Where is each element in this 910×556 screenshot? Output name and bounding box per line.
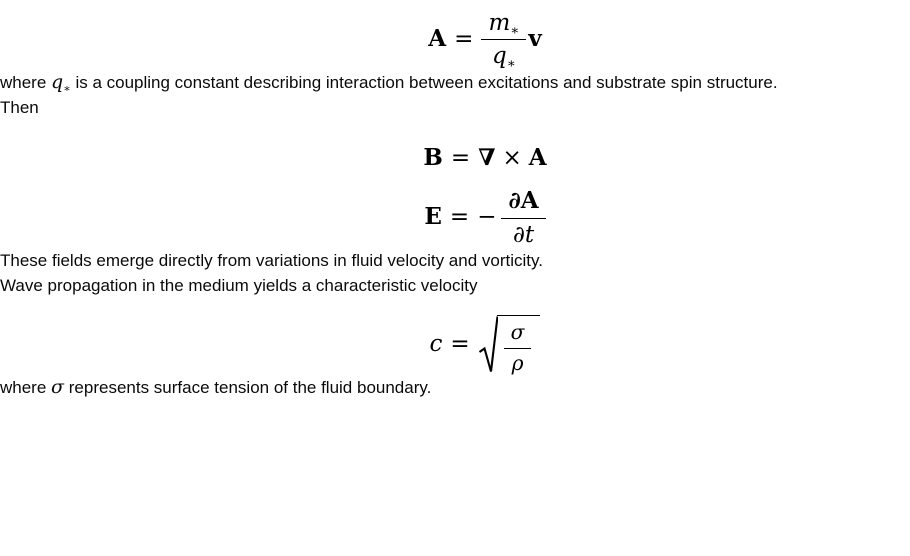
rho-symbol: ρ [511, 350, 524, 375]
vector-potential-symbol: A [520, 187, 539, 215]
equation-curl [0, 144, 910, 173]
partial-symbol: ∂ [512, 221, 525, 248]
paragraph-wave: Wave propagation in the medium yields a characteristic velocity [0, 276, 478, 296]
subscript-asterisk: ∗ [63, 81, 71, 95]
mass-charge-fraction [481, 10, 526, 73]
equation-vector-potential [0, 0, 910, 73]
paragraph-coupling-constant [0, 70, 910, 95]
nabla-operator: ∇ [478, 143, 496, 171]
eq-c-lhs: c [429, 331, 443, 358]
sigma-symbol: σ [510, 320, 525, 345]
equals-sign: = [450, 331, 470, 358]
vector-potential-symbol: A [528, 143, 547, 171]
square-root [478, 315, 541, 375]
inline-math-sigma: σ [51, 376, 65, 399]
equation-wave-speed [0, 315, 910, 375]
velocity-vector: v [528, 24, 542, 52]
eq-b-lhs: B [423, 143, 443, 171]
equals-sign: = [449, 204, 470, 231]
equals-sign: = [454, 25, 474, 52]
equals-sign: = [450, 144, 471, 171]
paragraph-then: Then [0, 97, 39, 117]
equation-induction [0, 188, 910, 248]
fraction-numerator [504, 321, 532, 348]
paragraph-fields: These fields emerge directly from variations in fluid velocity and vorticity. [0, 251, 543, 271]
text-run: where [0, 378, 47, 398]
text-run: represents surface tension of the fluid boundary. [68, 378, 432, 398]
fraction-denominator [481, 40, 526, 73]
inline-math-q-star [51, 71, 71, 93]
fraction-denominator [504, 349, 532, 375]
fraction-numerator [501, 188, 545, 218]
cross-product-sign: × [502, 144, 522, 171]
radicand [497, 315, 541, 375]
subscript-asterisk: ∗ [506, 57, 516, 73]
text-run: where [0, 72, 47, 92]
tension-density-fraction [504, 321, 532, 375]
radical-sign [478, 315, 498, 375]
subscript-asterisk: ∗ [510, 23, 520, 39]
paragraph-surface-tension [0, 375, 910, 400]
time-symbol: t [524, 221, 535, 248]
eq-e-lhs: E [424, 203, 442, 231]
eq-a-lhs: A [428, 24, 447, 52]
time-derivative-fraction [501, 188, 545, 248]
fraction-numerator [481, 10, 526, 40]
fraction-denominator [501, 219, 545, 248]
mass-symbol: m [488, 10, 511, 36]
charge-symbol: q [491, 43, 507, 70]
partial-symbol: ∂ [508, 187, 521, 215]
text-run: is a coupling constant describing interaction between excitations and substrate spin structure. [75, 72, 778, 92]
minus-sign: − [477, 204, 497, 231]
charge-symbol: q [51, 70, 64, 93]
